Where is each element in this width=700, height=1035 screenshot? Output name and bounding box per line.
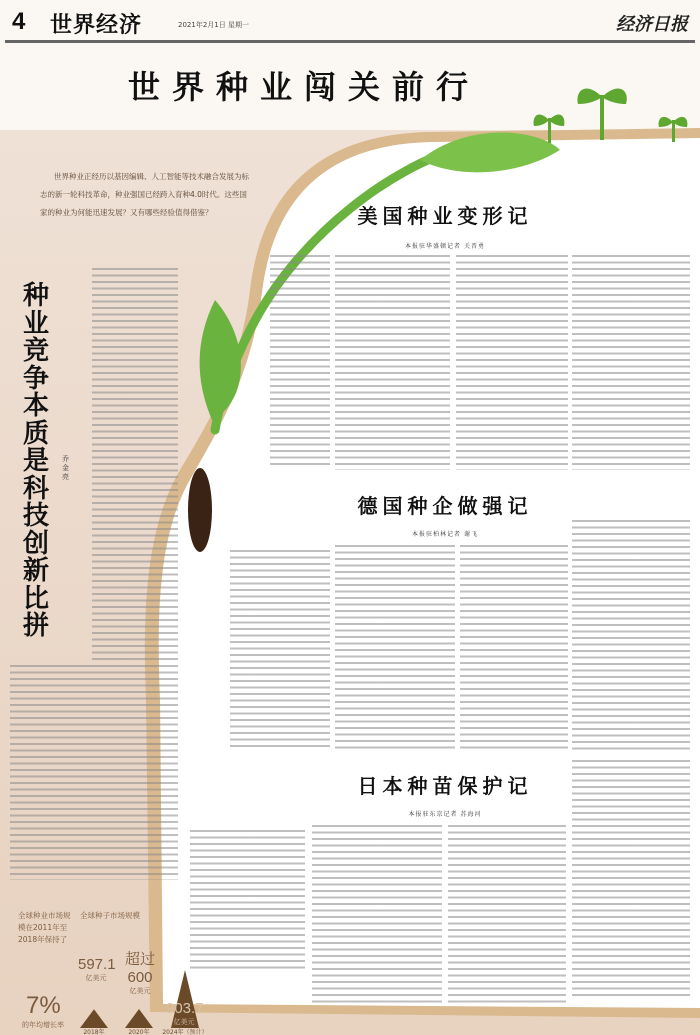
growth-note: 全球种业市场规模在2011年至2018年保持了 xyxy=(18,911,71,944)
article-japan-body xyxy=(448,825,566,1005)
article-germany-body xyxy=(572,520,690,750)
data-value: 903.7 xyxy=(166,1000,204,1017)
paper-logo: 经济日报 xyxy=(616,14,688,35)
article-title: 美国种业变形记 xyxy=(357,204,533,228)
data-unit: 亿美元 xyxy=(85,974,107,982)
article-us-body xyxy=(270,255,330,465)
article-germany-body xyxy=(335,545,455,750)
article-byline: 本报驻华盛顿记者 关晋勇 xyxy=(405,243,485,250)
data-label xyxy=(78,956,114,983)
page-number: 4 xyxy=(12,8,26,35)
category-label: 2024年（预计） xyxy=(162,1029,208,1035)
category-label: 2020年 xyxy=(128,1029,150,1035)
article-japan xyxy=(330,770,560,818)
market-triangle xyxy=(125,1009,153,1028)
article-us-body xyxy=(335,255,450,470)
market-triangle xyxy=(80,1009,108,1028)
data-label xyxy=(166,1000,202,1027)
article-germany-body xyxy=(460,545,568,750)
data-unit: 亿美元 xyxy=(129,987,151,995)
data-value: 超过600 xyxy=(124,951,155,986)
data-unit: 亿美元 xyxy=(173,1018,195,1026)
article-title: 德国种企做强记 xyxy=(357,494,533,518)
category-label: 2018年 xyxy=(83,1029,105,1035)
article-byline: 本报驻东京记者 苏海河 xyxy=(408,811,482,818)
market-title: 全球种子市场规模 xyxy=(80,911,140,920)
issue-date: 2021年2月1日 星期一 xyxy=(178,21,249,29)
growth-value: 7% xyxy=(26,992,61,1019)
article-us xyxy=(330,200,560,250)
seed-hole xyxy=(188,468,212,552)
commentary-body xyxy=(92,268,178,660)
growth-label: 的年均增长率 xyxy=(22,1021,64,1029)
masthead-rule xyxy=(5,40,695,43)
article-us-body xyxy=(572,255,690,470)
article-title: 日本种苗保护记 xyxy=(357,774,533,798)
article-japan-body xyxy=(312,825,442,1005)
commentary-title: 种业竞争本质是科技创新比拼 xyxy=(22,281,49,641)
article-germany xyxy=(330,490,560,538)
data-value: 597.1 xyxy=(78,956,116,973)
commentary-body-continued xyxy=(10,665,178,880)
article-japan-body xyxy=(190,830,305,970)
intro-text: 世界种业正经历以基因编辑、人工智能等技术融合发展为标志的新一轮科技革命，种业强国已经跨入育种4.0时代。这些国家的种业为何能迅速发展？又有哪些经验值得借鉴？ xyxy=(40,172,249,217)
article-byline: 本报驻柏林记者 谢飞 xyxy=(412,531,478,538)
masthead xyxy=(0,0,700,42)
commentary-author: 乔金亮 xyxy=(62,455,69,481)
page-headline: 世界种业闯关前行 xyxy=(128,68,481,106)
section-title: 世界经济 xyxy=(50,12,143,38)
article-us-body xyxy=(456,255,568,470)
data-label xyxy=(122,948,158,996)
article-germany-body xyxy=(230,550,330,750)
article-japan-body xyxy=(572,760,690,1000)
